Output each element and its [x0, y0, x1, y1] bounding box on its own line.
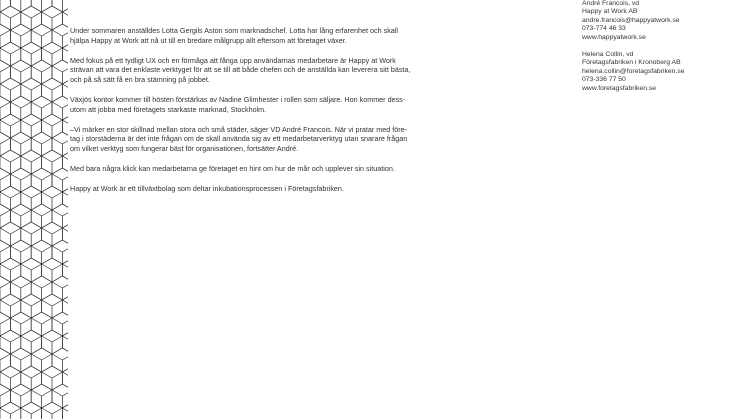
cube-shape — [10, 204, 31, 228]
cube-shape — [0, 132, 10, 156]
cube-shape — [42, 186, 63, 210]
cube-shape — [52, 384, 68, 408]
cube-shape — [21, 258, 42, 282]
cube-shape — [21, 366, 42, 390]
cube-shape — [31, 168, 52, 192]
contact-foretagsfabriken — [582, 51, 742, 93]
contact-happyatwork — [582, 0, 742, 42]
cube-shape — [21, 78, 42, 102]
cube-shape — [21, 330, 42, 354]
cube-shape — [52, 96, 68, 120]
cube-shape — [10, 312, 31, 336]
cube-shape — [21, 42, 42, 66]
cube-shape — [10, 96, 31, 120]
cube-shape — [0, 240, 10, 264]
cube-shape — [0, 168, 10, 192]
contact-name: André Francois, vd — [582, 0, 640, 7]
cube-shape — [31, 312, 52, 336]
cube-shape — [0, 60, 10, 84]
cube-shape — [52, 24, 68, 48]
contact-phone: 073-774 46 33 — [582, 25, 626, 33]
paragraph-6: Happy at Work är ett tillväxtbolag som deltar inkubationsprocessen i Företagsfabriken. — [70, 183, 344, 193]
cube-shape — [10, 0, 31, 12]
cube-shape — [31, 348, 52, 372]
contact-company: Happy at Work AB — [582, 8, 638, 16]
cube-shape — [52, 60, 68, 84]
cube-shape — [42, 366, 63, 390]
cube-shape — [0, 312, 10, 336]
cube-shape — [52, 204, 68, 228]
paragraph-2: Med fokus på ett tydligt UX och en förmåga att fånga upp användarnas medarbetare är Happy at Work strävan att vara det enklaste verktyget för att se till att både chefen och de anställda kan leverera sitt bästa, och på så sätt få en bra stämning på jobbet. — [70, 55, 411, 85]
contact-company: Företagsfabriken i Kronoberg AB — [582, 59, 681, 67]
contact-web: www.foretagsfabriken.se — [582, 84, 657, 92]
cube-shape — [31, 60, 52, 84]
contact-email: andre.francois@happyatwork.se — [582, 16, 680, 24]
cube-shape — [0, 96, 10, 120]
cube-shape — [31, 276, 52, 300]
cube-shape — [0, 150, 21, 174]
cube-shape — [0, 330, 21, 354]
contact-info — [582, 0, 742, 102]
cube-shape — [0, 186, 21, 210]
cube-shape — [10, 168, 31, 192]
paragraph-5: Med bara några klick kan medarbetarna ge företaget en hint om hur de mår och upplever sin situation. — [70, 163, 395, 173]
cube-shape — [31, 132, 52, 156]
cube-shape — [21, 6, 42, 30]
cube-shape — [21, 222, 42, 246]
cube-shape — [42, 222, 63, 246]
cube-shape — [0, 78, 21, 102]
cube-shape — [31, 384, 52, 408]
cube-shape — [10, 348, 31, 372]
cube-shape — [31, 24, 52, 48]
cube-shape — [52, 276, 68, 300]
article-body — [70, 26, 550, 204]
contact-name: Helena Collin, vd — [582, 51, 634, 59]
cube-shape — [10, 24, 31, 48]
paragraph-3: Växjös kontor kommer till hösten förstärkas av Nadine Glimhester i rollen som säljare. Hon kommer dess- utom att jobba med företagets starkaste marknad, Stockholm. — [70, 94, 406, 114]
cube-shape — [0, 24, 10, 48]
contact-email: helena.collin@foretagsfabriken.se — [582, 67, 685, 75]
cube-shape — [21, 186, 42, 210]
cube-shape — [10, 276, 31, 300]
cube-shape — [52, 132, 68, 156]
cube-shape — [10, 384, 31, 408]
cube-shape — [21, 150, 42, 174]
contact-phone: 073-336 77 50 — [582, 76, 626, 84]
cube-shape — [0, 294, 21, 318]
cube-shape — [52, 240, 68, 264]
cube-shape — [0, 0, 10, 12]
cube-shape — [52, 312, 68, 336]
cube-shape — [0, 114, 21, 138]
cube-shape — [10, 240, 31, 264]
cube-shape — [0, 6, 21, 30]
cube-shape — [0, 348, 10, 372]
cube-shape — [42, 150, 63, 174]
cube-shape — [0, 276, 10, 300]
paragraph-4: –Vi märker en stor skillnad mellan stora och små städer, säger VD André Francois. När vi pratar med före- tag i storstäderna är det inte frågan om de skall använda sig av ett medarbetarverktyg utan snarare frågan om vilket verktyg som fungerar bäst för organisationen, fortsätter André. — [70, 124, 408, 154]
cube-shape — [42, 6, 63, 30]
cube-shape — [0, 402, 21, 419]
cube-shape — [62, 402, 68, 419]
cube-shape — [42, 330, 63, 354]
cube-shape — [0, 366, 21, 390]
cube-shape — [0, 42, 21, 66]
cube-shape — [21, 294, 42, 318]
cube-shape — [42, 114, 63, 138]
cube-shape — [42, 258, 63, 282]
cube-shape — [10, 132, 31, 156]
cube-shape — [31, 0, 52, 12]
cube-shape — [10, 60, 31, 84]
cube-shape — [52, 348, 68, 372]
cube-shape — [21, 402, 42, 419]
cube-shape — [0, 258, 21, 282]
cube-shape — [42, 402, 63, 419]
cube-pattern-decoration — [0, 0, 68, 419]
cube-shape — [42, 42, 63, 66]
cube-shape — [31, 240, 52, 264]
cube-shape — [42, 78, 63, 102]
cube-shape — [31, 96, 52, 120]
cube-shape — [31, 204, 52, 228]
cube-shape — [0, 222, 21, 246]
cube-shape — [21, 114, 42, 138]
paragraph-1: Under sommaren anställdes Lotta Gergils Aston som marknadschef. Lotta har lång erfarenhet och skall hjälpa Happy at Work att nå ut till en bredare målgrupp allt eftersom att företaget växer. — [70, 26, 398, 45]
cube-shape — [52, 168, 68, 192]
cube-shape — [0, 204, 10, 228]
cube-shape — [42, 294, 63, 318]
contact-web: www.happyatwork.se — [582, 33, 646, 41]
cube-shape — [0, 384, 10, 408]
